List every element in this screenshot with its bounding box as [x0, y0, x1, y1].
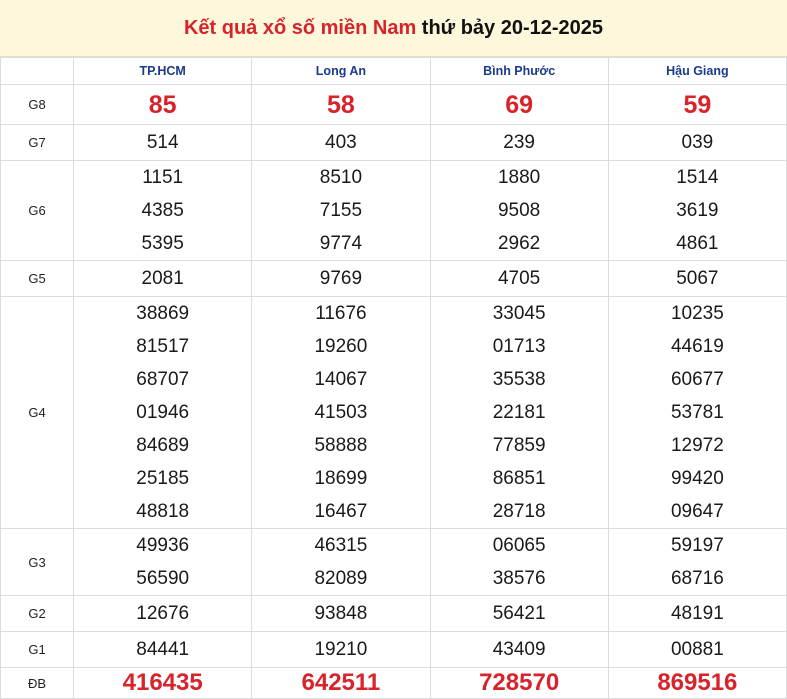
prize-cell-8-3 [608, 668, 786, 699]
table-row [1, 632, 787, 668]
prize-cell-4-1 [252, 297, 430, 529]
prize-number: 642511 [301, 669, 381, 696]
prize-number: 8510 [319, 167, 363, 188]
prize-cell-0-2 [430, 85, 608, 125]
prize-number: 33045 [492, 303, 546, 324]
prize-number: 86851 [492, 468, 546, 489]
prize-number: 28718 [492, 501, 546, 522]
prize-cell-6-2 [430, 596, 608, 632]
prize-cell-6-0 [74, 596, 252, 632]
prize-cell-8-1 [252, 668, 430, 699]
table-row [1, 161, 787, 261]
prize-label-4: G4 [1, 297, 74, 529]
prize-cell-5-0 [74, 529, 252, 596]
prize-number: 18699 [314, 468, 368, 489]
prize-cell-1-2 [430, 125, 608, 161]
prize-cell-8-0 [74, 668, 252, 699]
prize-cell-3-3 [608, 261, 786, 297]
prize-number: 53781 [670, 402, 724, 423]
prize-cell-2-1 [252, 161, 430, 261]
prize-cell-6-3 [608, 596, 786, 632]
prize-number: 514 [146, 132, 179, 153]
prize-label-3: G5 [1, 261, 74, 297]
column-header-province-1[interactable]: Long An [252, 58, 430, 85]
prize-number: 19210 [314, 639, 368, 660]
prize-number: 46315 [314, 535, 368, 556]
prize-number: 25185 [136, 468, 190, 489]
prize-number: 59 [683, 90, 712, 119]
prize-number: 48191 [670, 603, 724, 624]
prize-cell-4-3 [608, 297, 786, 529]
prize-number: 9769 [319, 268, 363, 289]
prize-cell-1-3 [608, 125, 786, 161]
prize-number: 10235 [670, 303, 724, 324]
prize-cell-8-2 [430, 668, 608, 699]
prize-number: 09647 [670, 501, 724, 522]
table-row [1, 297, 787, 529]
prize-number: 82089 [314, 568, 368, 589]
prize-number: 403 [325, 132, 357, 153]
prize-number: 99420 [670, 468, 724, 489]
page-title [184, 18, 603, 38]
page-title-text: Kết quả xổ số miền Nam [183, 17, 417, 39]
table-corner-cell [1, 58, 74, 85]
prize-number: 59197 [670, 535, 724, 556]
prize-number: 49936 [136, 535, 190, 556]
prize-number: 16467 [314, 501, 368, 522]
prize-cell-5-2 [430, 529, 608, 596]
prize-number: 4861 [676, 233, 719, 254]
prize-number: 00881 [670, 639, 724, 660]
prize-number: 22181 [492, 402, 546, 423]
prize-number: 68716 [670, 568, 724, 589]
prize-number: 9774 [319, 233, 363, 254]
prize-number: 12676 [136, 603, 190, 624]
prize-cell-2-3 [608, 161, 786, 261]
prize-cell-3-2 [430, 261, 608, 297]
prize-number: 5395 [141, 233, 184, 254]
table-row [1, 261, 787, 297]
prize-number: 01946 [136, 402, 190, 423]
table-body [1, 85, 787, 699]
prize-number: 60677 [670, 369, 724, 390]
prize-label-2: G6 [1, 161, 74, 261]
prize-cell-7-0 [74, 632, 252, 668]
prize-number: 9508 [497, 200, 541, 221]
prize-number: 14067 [314, 369, 368, 390]
prize-label-5: G3 [1, 529, 74, 596]
prize-cell-2-2 [430, 161, 608, 261]
prize-number: 2081 [141, 268, 184, 289]
prize-number: 35538 [492, 369, 546, 390]
prize-cell-3-0 [74, 261, 252, 297]
prize-number: 48818 [136, 501, 190, 522]
prize-number: 77859 [492, 435, 546, 456]
prize-number: 81517 [136, 336, 190, 357]
prize-number: 869516 [657, 669, 738, 696]
prize-number: 416435 [122, 669, 203, 696]
prize-label-0: G8 [1, 85, 74, 125]
prize-number: 58 [327, 90, 355, 119]
prize-cell-4-2 [430, 297, 608, 529]
prize-number: 239 [503, 132, 535, 153]
table-row [1, 668, 787, 699]
prize-number: 84689 [136, 435, 190, 456]
prize-cell-6-1 [252, 596, 430, 632]
prize-number: 85 [148, 90, 177, 119]
prize-number: 12972 [670, 435, 724, 456]
prize-number: 19260 [314, 336, 368, 357]
prize-number: 039 [681, 132, 714, 153]
prize-cell-7-1 [252, 632, 430, 668]
prize-number: 4385 [141, 200, 184, 221]
prize-cell-0-3 [608, 85, 786, 125]
page-title-date: thứ bảy 20-12-2025 [421, 17, 604, 39]
prize-number: 2962 [497, 233, 541, 254]
prize-number: 41503 [314, 402, 368, 423]
table-row [1, 596, 787, 632]
prize-cell-7-2 [430, 632, 608, 668]
column-header-province-2[interactable]: Bình Phước [430, 58, 608, 85]
prize-cell-7-3 [608, 632, 786, 668]
table-header-row [1, 58, 787, 85]
prize-label-7: G1 [1, 632, 74, 668]
prize-number: 3619 [676, 200, 719, 221]
prize-number: 7155 [319, 200, 363, 221]
prize-number: 68707 [136, 369, 190, 390]
prize-number: 01713 [492, 336, 546, 357]
prize-number: 1514 [676, 167, 719, 188]
prize-cell-5-3 [608, 529, 786, 596]
prize-cell-0-0 [74, 85, 252, 125]
prize-number: 4705 [497, 268, 541, 289]
prize-number: 69 [505, 90, 534, 119]
page-header-banner [0, 0, 787, 57]
prize-number: 56421 [492, 603, 546, 624]
prize-cell-3-1 [252, 261, 430, 297]
prize-number: 43409 [492, 639, 546, 660]
prize-cell-5-1 [252, 529, 430, 596]
prize-cell-2-0 [74, 161, 252, 261]
table-header [1, 58, 787, 85]
prize-number: 44619 [670, 336, 724, 357]
prize-number: 38869 [136, 303, 190, 324]
table-row [1, 529, 787, 596]
prize-number: 5067 [676, 268, 719, 289]
column-header-province-3[interactable]: Hậu Giang [608, 58, 786, 85]
prize-label-6: G2 [1, 596, 74, 632]
table-row [1, 125, 787, 161]
results-table [0, 57, 787, 699]
column-header-province-0[interactable]: TP.HCM [74, 58, 252, 85]
prize-label-8: ĐB [1, 668, 74, 699]
prize-cell-1-0 [74, 125, 252, 161]
prize-number: 06065 [492, 535, 546, 556]
prize-number: 84441 [136, 639, 190, 660]
prize-number: 93848 [314, 603, 368, 624]
prize-number: 58888 [314, 435, 368, 456]
prize-cell-0-1 [252, 85, 430, 125]
prize-number: 1151 [142, 167, 184, 188]
table-row [1, 85, 787, 125]
prize-cell-1-1 [252, 125, 430, 161]
prize-number: 728570 [479, 669, 560, 696]
prize-number: 38576 [492, 568, 546, 589]
prize-number: 11676 [315, 303, 367, 324]
prize-number: 56590 [136, 568, 190, 589]
prize-cell-4-0 [74, 297, 252, 529]
prize-number: 1880 [497, 167, 541, 188]
prize-label-1: G7 [1, 125, 74, 161]
